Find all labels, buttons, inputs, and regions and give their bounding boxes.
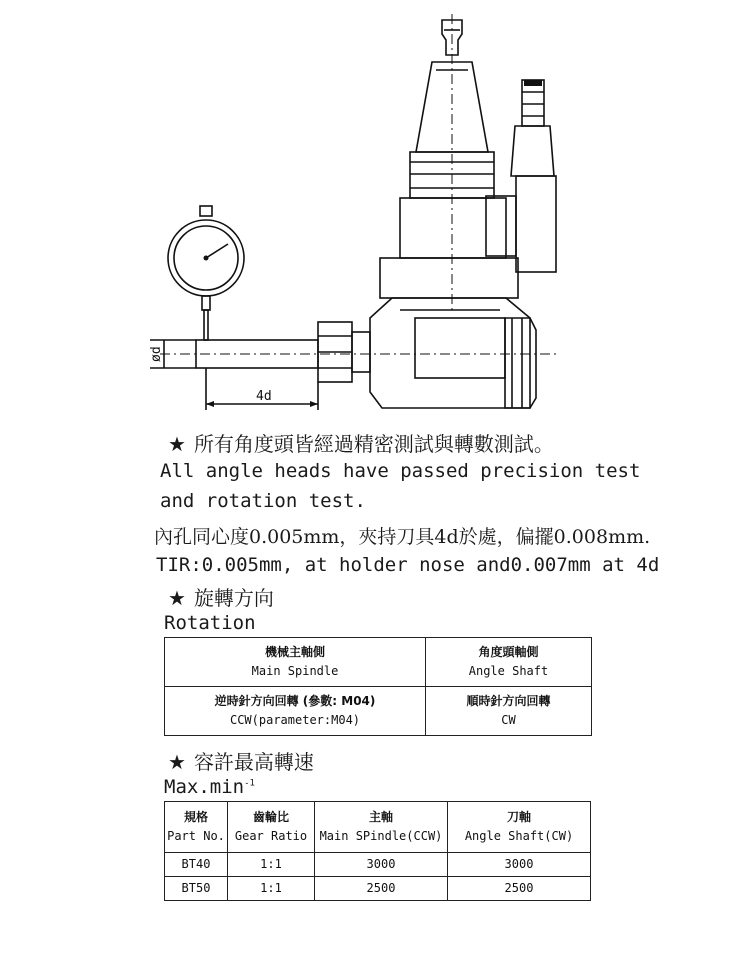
cell-gear-ratio: 1:1	[228, 877, 315, 901]
header-part-no: 規格 Part No.	[165, 802, 228, 853]
angle-head-drawing	[140, 10, 570, 415]
head-upper-body	[400, 198, 506, 258]
rotation-table	[164, 637, 592, 736]
header-gear-ratio: 齒輪比 Gear Ratio	[228, 802, 315, 853]
speed-heading-zh: ★ 容許最高轉速	[168, 750, 314, 774]
header-angle-shaft: 刀軸 Angle Shaft(CW)	[448, 802, 591, 853]
table-row	[165, 853, 591, 877]
angle-direction-cell: 順時針方向回轉 CW	[426, 687, 592, 736]
head-lower-body	[370, 298, 530, 408]
cell-part-no: BT40	[165, 853, 228, 877]
speed-table	[164, 801, 591, 901]
tir-line-zh: 內孔同心度0.005mm，夾持刀具4d於處，偏擺0.008mm.	[154, 526, 651, 548]
head-mid-body	[380, 258, 518, 298]
cell-angle-shaft: 3000	[448, 853, 591, 877]
cell-angle-shaft: 2500	[448, 877, 591, 901]
star-icon: ★	[168, 750, 186, 774]
main-direction-cell: 逆時針方向回轉 (參數: M04) CCW(parameter:M04)	[165, 687, 426, 736]
table-row	[165, 877, 591, 901]
note-line-zh: ★ 所有角度頭皆經過精密測試與轉數測試。	[168, 432, 554, 456]
star-icon: ★	[168, 432, 186, 456]
cell-main-spindle: 3000	[315, 853, 448, 877]
rotation-heading-en: Rotation	[164, 612, 256, 634]
cell-part-no: BT50	[165, 877, 228, 901]
tir-line-en: TIR:0.005mm, at holder nose and0.007mm at 4d	[156, 554, 660, 576]
stop-pin	[522, 80, 544, 126]
cell-main-spindle: 2500	[315, 877, 448, 901]
header-main-spindle: 主軸 Main SPindle(CCW)	[315, 802, 448, 853]
dimension-length-label: 4d	[256, 389, 272, 404]
main-spindle-cell: 機械主軸側 Main Spindle	[165, 638, 426, 687]
cell-gear-ratio: 1:1	[228, 853, 315, 877]
rotation-heading-zh: ★ 旋轉方向	[168, 586, 274, 610]
dimension-diameter-label: ød	[149, 346, 164, 362]
note-line-en-2: and rotation test.	[160, 490, 366, 512]
note-line-en-1: All angle heads have passed precision test	[160, 460, 641, 482]
speed-heading-en: $Max.\min^{-1}$	[164, 776, 255, 798]
stop-block	[486, 196, 516, 256]
star-icon: ★	[168, 586, 186, 610]
angle-shaft-cell: 角度頭軸側 Angle Shaft	[426, 638, 592, 687]
